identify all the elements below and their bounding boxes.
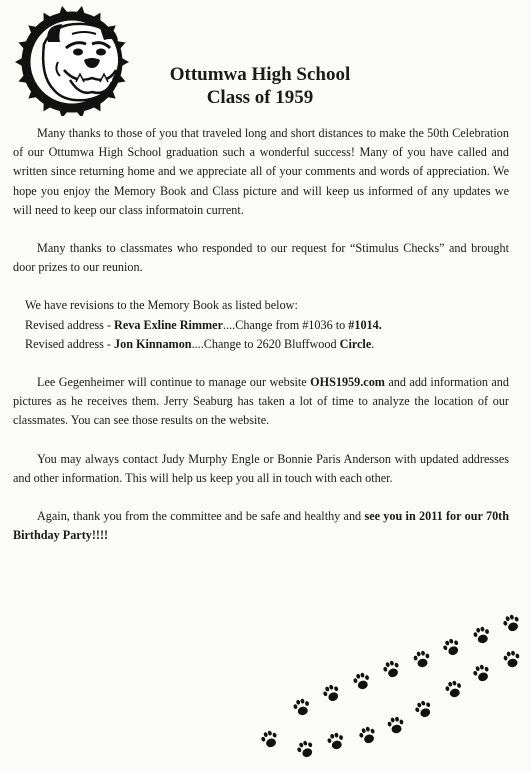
revision-new-value: Circle	[339, 336, 372, 351]
paw-prints-decoration	[250, 600, 531, 770]
paragraph-stimulus: Many thanks to classmates who responded to our request for “Stimulus Checks” and brought door prizes to our reunion.	[13, 241, 509, 275]
paw-print-icon	[382, 659, 402, 680]
paw-print-icon	[326, 731, 345, 751]
collar-spike	[15, 58, 22, 66]
closing-text: Again, thank you from the committee and be safe and healthy and	[37, 509, 365, 524]
revision-label: Revised address -	[25, 336, 115, 351]
paw-print-icon	[295, 739, 316, 760]
revision-label: Revised address -	[25, 317, 115, 332]
revision-item-2	[13, 335, 509, 354]
paw-print-icon	[321, 683, 342, 704]
title-school: Ottumwa High School	[169, 64, 351, 85]
title-class: Class of 1959	[206, 87, 314, 108]
paw-print-icon	[441, 637, 462, 658]
paw-print-icon	[502, 613, 522, 634]
revision-change: ....Change to 2620 Bluffwood	[191, 336, 340, 351]
revision-name: Jon Kinnamon	[114, 336, 192, 351]
paw-print-icon	[444, 679, 463, 699]
paw-print-icon	[413, 699, 434, 720]
paw-print-icon	[358, 725, 378, 746]
paragraph-website	[13, 373, 509, 431]
website-text-b: and add information and pictures as he receives them. Jerry Seaburg has taken a lot of time to analyze the location of our classmates. You can see those results on the website.	[13, 375, 509, 428]
paragraph-contact: You may always contact Judy Murphy Engle or Bonnie Paris Anderson with updated addresses and other information. This will help us keep you all in touch with each other.	[13, 451, 509, 485]
website-link: OHS1959.com	[310, 375, 385, 390]
revisions-intro: We have revisions to the Memory Book as listed below:	[25, 298, 298, 313]
paw-print-icon	[387, 716, 405, 735]
paw-print-icon	[292, 697, 311, 717]
revisions-list	[13, 296, 509, 354]
paw-print-icon	[503, 650, 521, 669]
letter-body	[13, 124, 509, 564]
revision-name: Reva Exline Rimmer	[114, 317, 224, 332]
paw-print-icon	[413, 650, 431, 669]
revision-change: ....Change from #1036 to	[223, 317, 349, 332]
revision-end: .	[371, 336, 375, 351]
page-title	[120, 63, 400, 109]
revision-item-1	[13, 316, 509, 335]
website-text-a: Lee Gegenheimer will continue to manage our website	[37, 375, 311, 390]
paw-print-icon	[352, 671, 371, 691]
paragraph-closing	[13, 507, 509, 545]
closing-highlight: see you in 2011 for our 70th Birthday Party!!!!	[13, 509, 509, 543]
paw-print-icon	[472, 663, 492, 684]
paw-print-icon	[472, 625, 491, 645]
paw-print-icon	[260, 729, 280, 750]
revision-new-value: #1014.	[348, 317, 382, 332]
paragraph-thanks: Many thanks to those of you that traveled long and short distances to make the 50th Celebration of our Ottumwa High School graduation such a wonderful success! Many of you have called and written since returning home and we appreciate all of your comments and words of appreciation. We hope you enjoy the Memory Book and Class picture and will keep us informed of any updates we will need to keep our class informatoin current.	[13, 126, 509, 217]
